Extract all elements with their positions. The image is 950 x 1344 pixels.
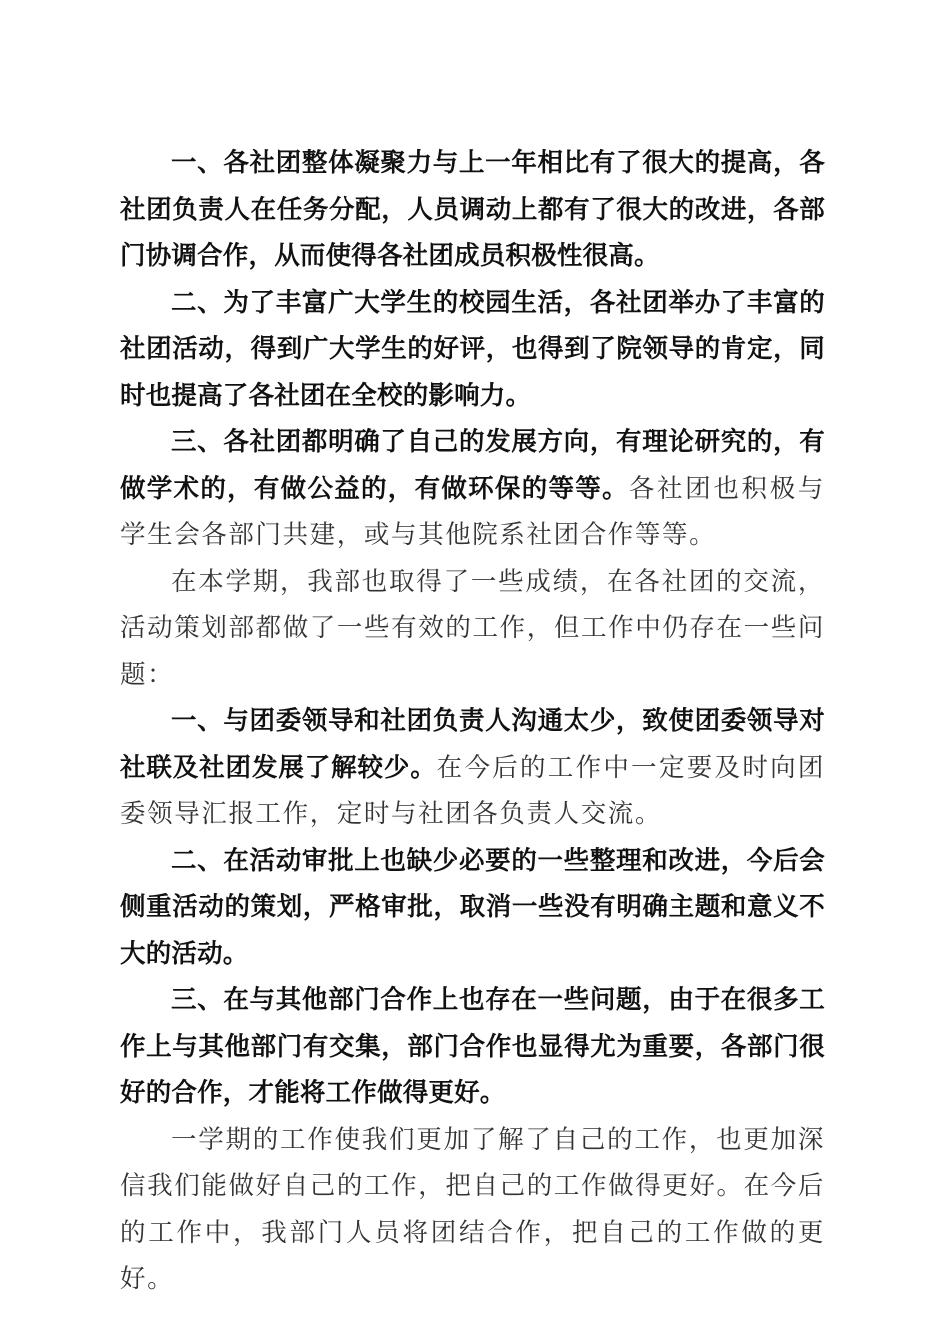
paragraph-light-text: 在今后的工作中一定要及时向团委领导汇报工作，定时与社团各负责人交流。 [120, 752, 825, 829]
paragraph-bold-text: 一、各社团整体凝聚力与上一年相比有了很大的提高，各社团负责人在任务分配，人员调动上都有了很大的改进，各部门协调合作，从而使得各社团成员积极性很高。 [120, 148, 825, 271]
paragraph-bold-text: 三、在与其他部门合作上也存在一些问题，由于在很多工作上与其他部门有交集，部门合作也显得尤为重要，各部门很好的合作，才能将工作做得更好。 [120, 985, 825, 1108]
paragraph-strength-cohesion [120, 140, 825, 280]
paragraph-strength-activities [120, 280, 825, 420]
paragraph-problem-approval [120, 838, 825, 978]
paragraph-bold-text: 三、各社团都明确了自己的发展方向，有理论研究的，有做学术的，有做公益的，有做环保的等等。 [120, 427, 825, 504]
paragraph-conclusion [120, 1117, 825, 1303]
paragraph-light-text: 在本学期，我部也取得了一些成绩，在各社团的交流，活动策划部都做了一些有效的工作，但工作中仍存在一些问题： [120, 566, 825, 690]
paragraph-bold-text: 二、在活动审批上也缺少必要的一些整理和改进，今后会侧重活动的策划，严格审批，取消一些没有明确主题和意义不大的活动。 [120, 845, 825, 969]
paragraph-light-text: 各社团也积极与学生会各部门共建，或与其他院系社团合作等等。 [120, 473, 825, 550]
paragraph-bold-text: 一、与团委领导和社团负责人沟通太少，致使团委领导对社联及社团发展了解较少。 [120, 706, 825, 783]
document-body [120, 140, 825, 1303]
paragraph-problem-communication [120, 698, 825, 838]
paragraph-problem-cooperation [120, 977, 825, 1117]
paragraph-light-text: 一学期的工作使我们更加了解了自己的工作，也更加深信我们能做好自己的工作，把自己的工作做得更好。在今后的工作中，我部门人员将团结合作，把自己的工作做的更好。 [120, 1124, 825, 1294]
paragraph-bold-text: 二、为了丰富广大学生的校园生活，各社团举办了丰富的社团活动，得到广大学生的好评，也得到了院领导的肯定，同时也提高了各社团在全校的影响力。 [120, 287, 825, 411]
paragraph-strength-direction [120, 419, 825, 559]
paragraph-problems-intro [120, 559, 825, 699]
